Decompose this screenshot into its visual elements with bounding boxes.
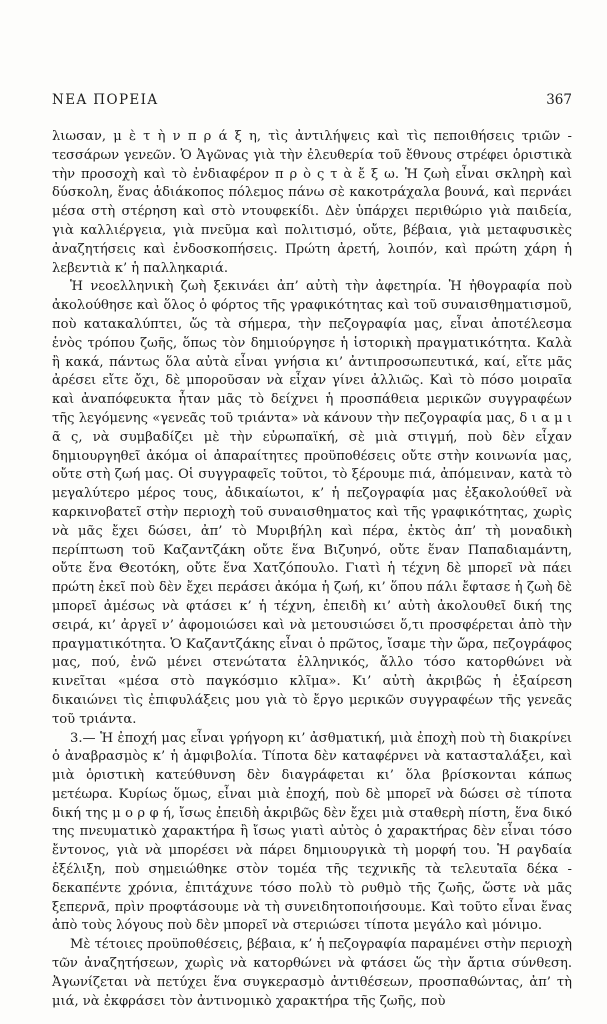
paragraph: Ἡ νεοελληνικὴ ζωὴ ξεκινάει ἀπ’ αὐτὴ τὴν ἀφετηρία. Ἡ ἠθογραφία ποὺ ἀκολούθησε καὶ ὅλος ὁ φόρτος τῆς γραφικότητας καὶ τοῦ συναισθηματισμοῦ, ποὺ κατακαλύπτει, ὥς τὰ σήμερα, τὴν πεζογραφία μας, εἶναι ἀποτέλεσμα ἑνὸς τρόπου ζωῆς, ὅπως τὸν δημιούργησε ἡ ἱστορικὴ πραγματικότητα. Καλὰ ἢ κακά, πάντως ὅλα αὐτὰ εἶναι γνήσια κι’ ἀντιπροσωπευτικά, καί, εἴτε μᾶς ἀρέσει εἴτε ὄχι, δὲ μποροῦσαν νὰ εἶχαν γίνει ἀλλιῶς. Καὶ τὸ πόσο μοιραῖα καὶ ἀναπόφευκτα ἦταν μᾶς τὸ δείχνει ἡ προσπάθεια μερικῶν συγγραφέων τῆς λεγόμενης «γενεᾶς τοῦ τριάντα» νὰ κάνουν τὴν πεζογραφία μας, δ ι α μ ι ᾶ ς, νὰ συμβαδίζει μὲ τὴν εὐρωπαϊκή, σὲ μιὰ στιγμή, ποὺ δὲν εἶχαν δημιουργηθεῖ ἀκόμα οἱ ἀπαραίτητες προϋποθέσεις οὔτε στὴν κοινωνία μας, οὔτε στὴ ζωή μας. Οἱ συγγραφεῖς τοῦτοι, τὸ ξέρουμε πιά, ἀπόμειναν, κατὰ τὸ μεγαλύτερο μέρος τους, ἀδικαίωτοι, κ’ ἡ πεζογραφία μας ἐξακολούθεῖ νὰ καρκινοβατεῖ στὴν περιοχὴ τοῦ συναισθηματος καὶ τῆς γραφικότητας, χωρὶς νὰ μᾶς ἔχει δώσει, ἀπ’ τὸ Μυριβήλη καὶ πέρα, ἐκτὸς ἀπ’ τὴ μοναδικὴ περίπτωση τοῦ Καζαντζάκη οὔτε ἕνα Βιζυηνό, οὔτε ἕναν Παπαδιαμάντη, οὔτε ἕνα Θεοτόκη, οὔτε ἕνα Χατζόπουλο. Γιατὶ ἡ τέχνη δὲ μπορεῖ νὰ πάει πρώτη ἐκεῖ ποὺ δὲν ἔχει περάσει ἀκόμα ἡ ζωή, κι’ ὅπου πάλι ἔφτασε ἡ ζωὴ δὲ μπορεῖ ἀμέσως νὰ φτάσει κ’ ἡ τέχνη, ἐπειδὴ κι’ αὐτὴ ἀκολουθεῖ δική της σειρά, κι’ ἀργεῖ ν’ ἀφομοιώσει καὶ νὰ μετουσιώσει ὅ,τι προσφέρεται ἀπὸ τὴν πραγματικότητα. Ὁ Καζαντζάκης εἶναι ὁ πρῶτος, ἴσαμε τὴν ὥρα, πεζογράφος μας, πού, ἐνῶ μένει στενώτατα ἑλληνικός, ἄλλο τόσο κατορθώνει νὰ κινεῖται «μέσα στὸ παγκόσμιο κλῖμα». Κι’ αὐτὴ ἀκριβῶς ἡ ἐξαίρεση δικαιώνει τὶς ἐπιφυλάξεις μου γιὰ τὸ ἔργο μερικῶν συγγραφέων τῆς γενεᾶς τοῦ τριάντα. — [52, 279, 572, 727]
page-number: 367 — [546, 92, 572, 108]
paragraph: Μὲ τέτοιες προϋποθέσεις, βέβαια, κ’ ἡ πεζογραφία παραμένει στὴν περιοχὴ τῶν ἀναζητήσεων, χωρὶς νὰ κατορθώνει νὰ φτάσει ὥς τὴν ἄρτια σύνθεση. Ἀγωνίζεται νὰ πετύχει ἕνα συγκερασμὸ ἀντιθέσεων, προσπαθώντας, ἀπ’ τὴ μιά, νὰ ἐκφράσει τὸν ἀντινομικὸ χαρακτήρα τῆς ζωῆς, ποὺ — [52, 937, 572, 1009]
paragraph: λιωσαν, μ ὲ τ ὴ ν π ρ ά ξ η, τὶς ἀντιλήψεις καὶ τὶς πεποιθήσεις τριῶν - τεσσάρων γενεῶν. Ὁ Ἀγῶνας γιὰ τὴν ἐλευθερία τοῦ ἔθνους στρέφει ὁριστικὰ τὴν προσοχὴ καὶ τὸ ἐνδιαφέρον π ρ ὸ ς τ ὰ ἔ ξ ω. Ἡ ζωὴ εἶναι σκληρὴ καὶ δύσκολη, ἕνας ἀδιάκοπος πόλεμος πάνω σὲ κακοτράχαλα βουνά, καὶ περνάει μέσα στὴ στέρηση καὶ στὸ ντουφεκίδι. Δὲν ὑπάρχει περιθώριο γιὰ παιδεία, γιὰ καλλιέργεια, γιὰ πνεῦμα καὶ πολιτισμό, οὔτε, βέβαια, γιὰ μεταφυσικὲς ἀναζητήσεις καὶ ἐνδοσκοπήσεις. Πρώτη ἀρετή, λοιπόν, καὶ πρώτη χάρη ἡ λεβεντιὰ κ’ ἡ παλληκαριά. — [52, 129, 572, 276]
journal-title: ΝΕΑ ΠΟΡΕΙΑ — [52, 92, 159, 108]
article-body — [52, 128, 572, 1011]
running-header — [52, 92, 572, 112]
paragraph: 3.— Ἡ ἐποχή μας εἶναι γρήγορη κι’ ἀσθματική, μιὰ ἐποχὴ ποὺ τὴ διακρίνει ὁ ἀναβρασμὸς κ’ ἡ ἀμφιβολία. Τίποτα δὲν καταφέρνει νὰ κατασταλάξει, καὶ μιὰ ὁριστικὴ κατεύθυνση δὲν διαγράφεται κι’ ὅλα βρίσκονται κάπως μετέωρα. Κυρίως ὅμως, εἶναι μιὰ ἐποχή, ποὺ δὲ μπορεῖ νὰ δώσει σὲ τίποτα δική της μ ο ρ φ ή, ἴσως ἐπειδὴ ἀκριβῶς δὲν ἔχει μιὰ σταθερὴ πίστη, ἕνα δικό της πνευματικὸ χαρακτήρα ἢ ἴσως γιατὶ αὐτὸς ὁ χαρακτήρας δὲν εἶναι τόσο ἔντονος, γιὰ νὰ μπορέσει νὰ πάρει δημιουργικὰ τὴ μορφή του. Ἡ ραγδαία ἐξέλιξη, ποὺ σημειώθηκε στὸν τομέα τῆς τεχνικῆς τὰ τελευταῖα δέκα - δεκαπέντε χρόνια, ἐπιτάχυνε τόσο πολὺ τὸ ρυθμὸ τῆς ζωῆς, ὥστε νὰ μᾶς ξεπερνᾶ, πρὶν προφτάσουμε νὰ τὴ συνειδητοποιήσουμε. Καὶ τοῦτο εἶναι ἕνας ἀπὸ τοὺς λόγους ποὺ δὲν μπορεῖ νὰ στεριώσει τίποτα μεγάλο καὶ μόνιμο. — [52, 730, 572, 934]
